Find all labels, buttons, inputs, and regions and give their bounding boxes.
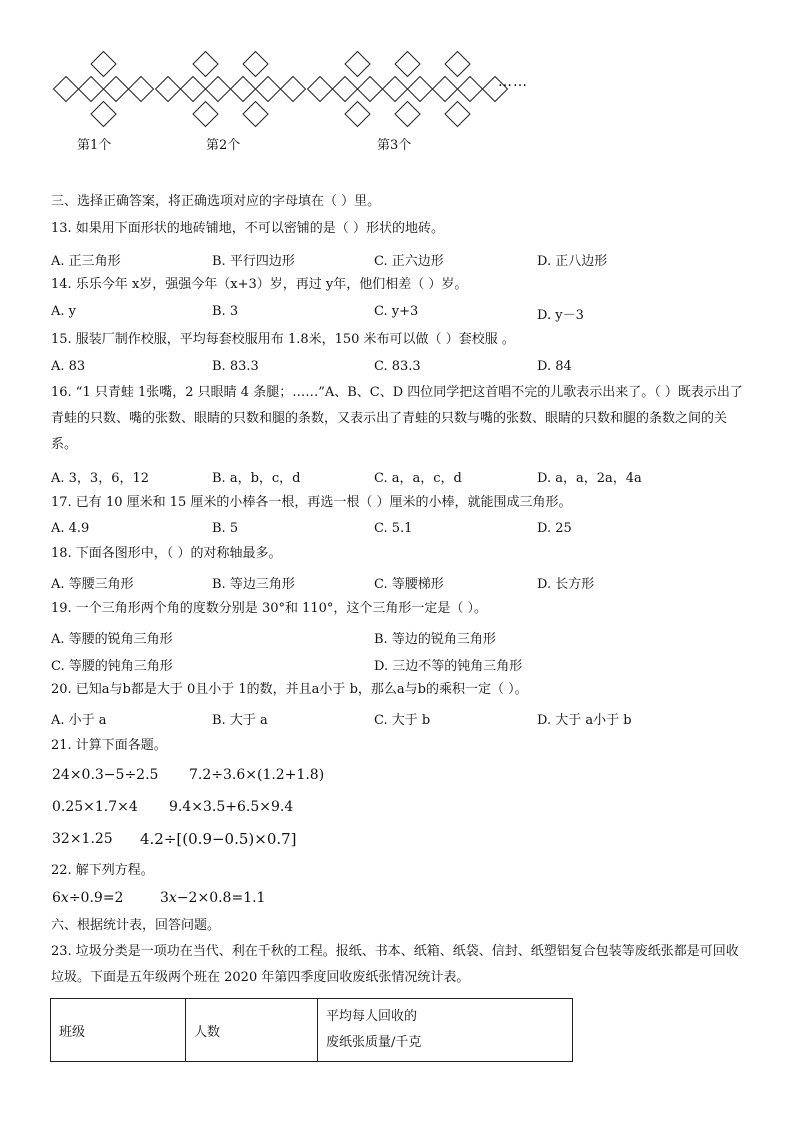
pattern-2-bottom-diamond [243, 102, 268, 127]
pattern-3-mid-diamond [358, 77, 383, 102]
question-14: 14. 乐乐今年 x岁，强强今年（x+3）岁，再过 y年，他们相差（ ）岁。 [51, 277, 468, 292]
pattern-2-top-diamond [243, 52, 268, 77]
pattern-3-top-diamond [345, 52, 370, 77]
q13-option-d: D. 正八边形 [537, 254, 608, 269]
pattern-label-2: 第2个 [206, 138, 241, 153]
pattern-2-mid-diamond [256, 77, 281, 102]
q13-option-a: A. 正三角形 [51, 254, 121, 269]
question-15: 15. 服装厂制作校服，平均每套校服用布 1.8米，150 米布可以做（ ）套校服 。 [51, 332, 515, 347]
question-19: 19. 一个三角形两个角的度数分别是 30°和 110°，这个三角形一定是（ ）。 [51, 601, 488, 616]
q16-option-c: C. a，a，c，d [374, 471, 462, 486]
pattern-label-1: 第1个 [77, 138, 112, 153]
q18-option-d: D. 长方形 [537, 577, 595, 592]
question-17: 17. 已有 10 厘米和 15 厘米的小棒各一根，再选一根（ ）厘米的小棒，就能围成三角形。 [51, 495, 572, 510]
pattern-2-mid-diamond [206, 77, 231, 102]
pattern-2-bottom-diamond [193, 102, 218, 127]
header-count: 人数 [186, 999, 318, 1062]
pattern-3-bottom-diamond [445, 102, 470, 127]
q13-option-b: B. 平行四边形 [212, 254, 295, 269]
pattern-1-top-diamond [91, 52, 116, 77]
q19-option-c: C. 等腰的钝角三角形 [51, 659, 173, 674]
pattern-3-mid-diamond [433, 77, 458, 102]
q14-option-d: D. y－3 [537, 308, 584, 323]
q21-expr-5: 32×1.25 [52, 831, 113, 847]
question-21: 21. 计算下面各题。 [51, 738, 167, 753]
question-16: 16. “1 只青蛙 1张嘴，2 只眼睛 4 条腿；……”A、B、C、D 四位同学把这首唱不完的儿歌表示出来了。（ ）既表示出了青蛙的只数、嘴的张数、眼睛的只数和腿的条数，又表示出了青蛙的只数与嘴的张数、眼睛的只数和腿的条数之间的关系。 [51, 385, 743, 452]
q16-option-a: A. 3，3，6，12 [51, 471, 150, 486]
question-23: 23. 垃圾分类是一项功在当代、利在千秋的工程。报纸、书本、纸箱、纸袋、信封、纸塑铝复合包装等废纸张都是可回收垃圾。下面是五年级两个班在 2020 年第四季度回收废纸张情况统计表。 [51, 944, 739, 985]
pattern-1-mid-diamond [129, 77, 154, 102]
q15-option-a: A. 83 [51, 359, 86, 374]
pattern-ellipsis: …… [498, 74, 528, 90]
q21-expr-1: 24×0.3−5÷2.5 [52, 767, 159, 783]
q21-expr-2: 7.2÷3.6×(1.2+1.8) [189, 767, 325, 783]
pattern-1-bottom-diamond [91, 102, 116, 127]
pattern-2-mid-diamond [281, 77, 306, 102]
q15-option-c: C. 83.3 [374, 359, 421, 374]
pattern-1-mid-diamond [104, 77, 129, 102]
pattern-3-top-diamond [445, 52, 470, 77]
q15-option-d: D. 84 [537, 359, 572, 374]
q18-option-b: B. 等边三角形 [212, 577, 295, 592]
section-3-title: 三、选择正确答案，将正确选项对应的字母填在（ ）里。 [51, 194, 381, 209]
q20-option-b: B. 大于 a [212, 713, 268, 728]
header-avg-weight-line2: 废纸张质量/千克 [326, 1035, 422, 1050]
header-class: 班级 [51, 999, 186, 1062]
pattern-3-mid-diamond [408, 77, 433, 102]
q17-option-d: D. 25 [537, 521, 572, 536]
q22-equation-2: 3x−2×0.8=1.1 [160, 890, 266, 906]
pattern-3-bottom-diamond [395, 102, 420, 127]
pattern-3-mid-diamond [383, 77, 408, 102]
pattern-3-top-diamond [395, 52, 420, 77]
pattern-3-mid-diamond [308, 77, 333, 102]
q20-option-c: C. 大于 b [374, 713, 431, 728]
section-6-title: 六、根据统计表，回答问题。 [51, 918, 221, 933]
question-22: 22. 解下列方程。 [51, 863, 154, 878]
header-avg-weight-line1: 平均每人回收的 [326, 1009, 418, 1024]
q15-option-b: B. 83.3 [212, 359, 259, 374]
q17-option-a: A. 4.9 [51, 521, 90, 536]
q18-option-c: C. 等腰梯形 [374, 577, 444, 592]
q20-option-a: A. 小于 a [51, 713, 107, 728]
pattern-1-mid-diamond [79, 77, 104, 102]
q21-expr-4: 9.4×3.5+6.5×9.4 [169, 799, 294, 815]
pattern-3-mid-diamond [458, 77, 483, 102]
pattern-label-3: 第3个 [377, 138, 412, 153]
q19-option-b: B. 等边的锐角三角形 [374, 632, 496, 647]
q17-option-c: C. 5.1 [374, 521, 413, 536]
q14-option-a: A. y [51, 304, 76, 319]
statistics-table [50, 998, 573, 1062]
pattern-3-bottom-diamond [345, 102, 370, 127]
pattern-3-mid-diamond [333, 77, 358, 102]
pattern-2-mid-diamond [181, 77, 206, 102]
q14-option-b: B. 3 [212, 304, 239, 319]
q19-option-d: D. 三边不等的钝角三角形 [374, 659, 523, 674]
q16-option-b: B. a，b，c，d [212, 471, 301, 486]
q14-option-c: C. y+3 [374, 304, 419, 319]
q20-option-d: D. 大于 a小于 b [537, 713, 632, 728]
pattern-1-mid-diamond [54, 77, 79, 102]
question-20: 20. 已知a与b都是大于 0且小于 1的数，并且a小于 b，那么a与b的乘积一定（ ）。 [51, 682, 528, 697]
q18-option-a: A. 等腰三角形 [51, 577, 134, 592]
pattern-2-mid-diamond [231, 77, 256, 102]
pattern-2-top-diamond [193, 52, 218, 77]
q13-option-c: C. 正六边形 [374, 254, 444, 269]
q21-expr-6: 4.2÷[(0.9−0.5)×0.7] [140, 830, 297, 848]
table-header-row [51, 999, 573, 1062]
q22-equation-1: 6x÷0.9=2 [52, 890, 124, 906]
header-avg-weight [318, 999, 573, 1062]
q16-option-d: D. a，a，2a，4a [537, 471, 642, 486]
q19-option-a: A. 等腰的锐角三角形 [51, 632, 173, 647]
pattern-2-mid-diamond [156, 77, 181, 102]
q17-option-b: B. 5 [212, 521, 239, 536]
q21-expr-3: 0.25×1.7×4 [52, 799, 138, 815]
question-13: 13. 如果用下面形状的地砖铺地，不可以密铺的是（ ）形状的地砖。 [51, 221, 444, 236]
question-18: 18. 下面各图形中，（ ）的对称轴最多。 [51, 546, 282, 561]
